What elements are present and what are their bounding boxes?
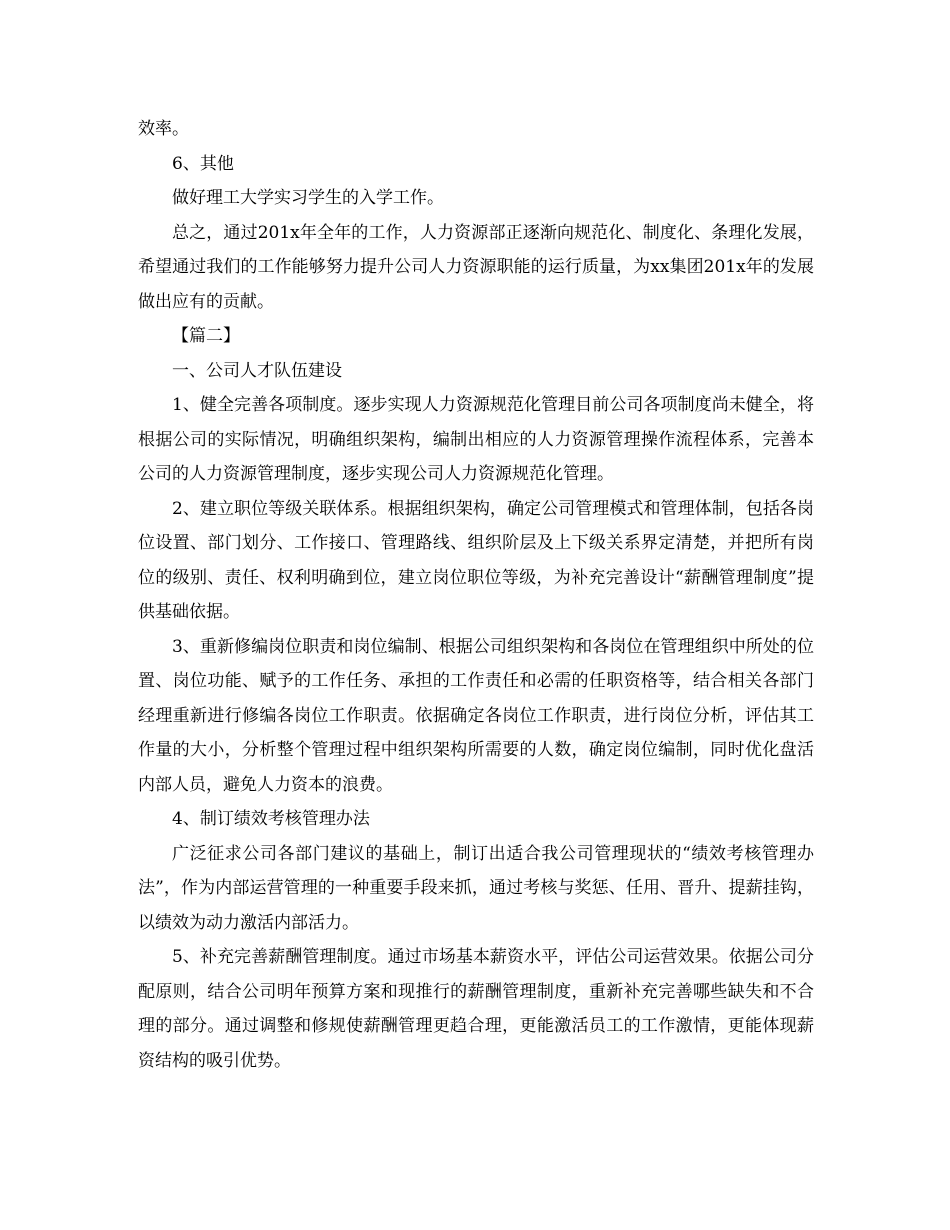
paragraph-item-5: 5、补充完善薪酬管理制度。通过市场基本薪资水平，评估公司运营效果。依据公司分配原则，结合公司明年预算方案和现推行的薪酬管理制度，重新补充完善哪些缺失和不合理的部分。通过调整和修规使薪酬管理更趋合理，更能激活员工的工作激情，更能体现薪资结构的吸引优势。 xyxy=(138,947,814,1071)
paragraph-continuation: 效率。 xyxy=(138,119,189,139)
paragraph-item-2: 2、建立职位等级关联体系。根据组织架构，确定公司管理模式和管理体制，包括各岗位设置、部门划分、工作接口、管理路线、组织阶层及上下级关系界定清楚，并把所有岗位的级别、责任、权利明确到位，建立岗位职位等级，为补充完善设计“薪酬管理制度”提供基础依据。 xyxy=(138,498,814,622)
paragraph-item-4-body: 广泛征求公司各部门建议的基础上，制订出适合我公司管理现状的“绩效考核管理办法”，作为内部运营管理的一种重要手段来抓，通过考核与奖惩、任用、晋升、提薪挂钩，以绩效为动力激活内部活力。 xyxy=(138,843,814,933)
section-title-part-two: 【篇二】 xyxy=(172,326,240,346)
paragraph-item-3: 3、重新修编岗位职责和岗位编制、根据公司组织架构和各岗位在管理组织中所处的位置、岗位功能、赋予的工作任务、承担的工作责任和必需的任职资格等，结合相关各部门经理重新进行修编各岗位工作职责。依据确定各岗位工作职责，进行岗位分析，评估其工作量的大小，分析整个管理过程中组织架构所需要的人数，确定岗位编制，同时优化盘活内部人员，避免人力资本的浪费。 xyxy=(138,636,814,795)
paragraph-intern-intake: 做好理工大学实习学生的入学工作。 xyxy=(172,188,444,208)
paragraph-summary: 总之，通过201x年全年的工作，人力资源部正逐渐向规范化、制度化、条理化发展，希望通过我们的工作能够努力提升公司人力资源职能的运行质量，为xx集团201x年的发展做出应有的贡献。 xyxy=(138,222,814,312)
document-page xyxy=(138,112,814,1078)
heading-talent-team: 一、公司人才队伍建设 xyxy=(172,360,342,381)
heading-other: 6、其他 xyxy=(172,153,234,174)
paragraph-item-1: 1、健全完善各项制度。逐步实现人力资源规范化管理目前公司各项制度尚未健全，将根据公司的实际情况，明确组织架构，编制出相应的人力资源管理操作流程体系，完善本公司的人力资源管理制度，逐步实现公司人力资源规范化管理。 xyxy=(138,395,814,484)
heading-item-4: 4、制订绩效考核管理办法 xyxy=(172,809,370,829)
